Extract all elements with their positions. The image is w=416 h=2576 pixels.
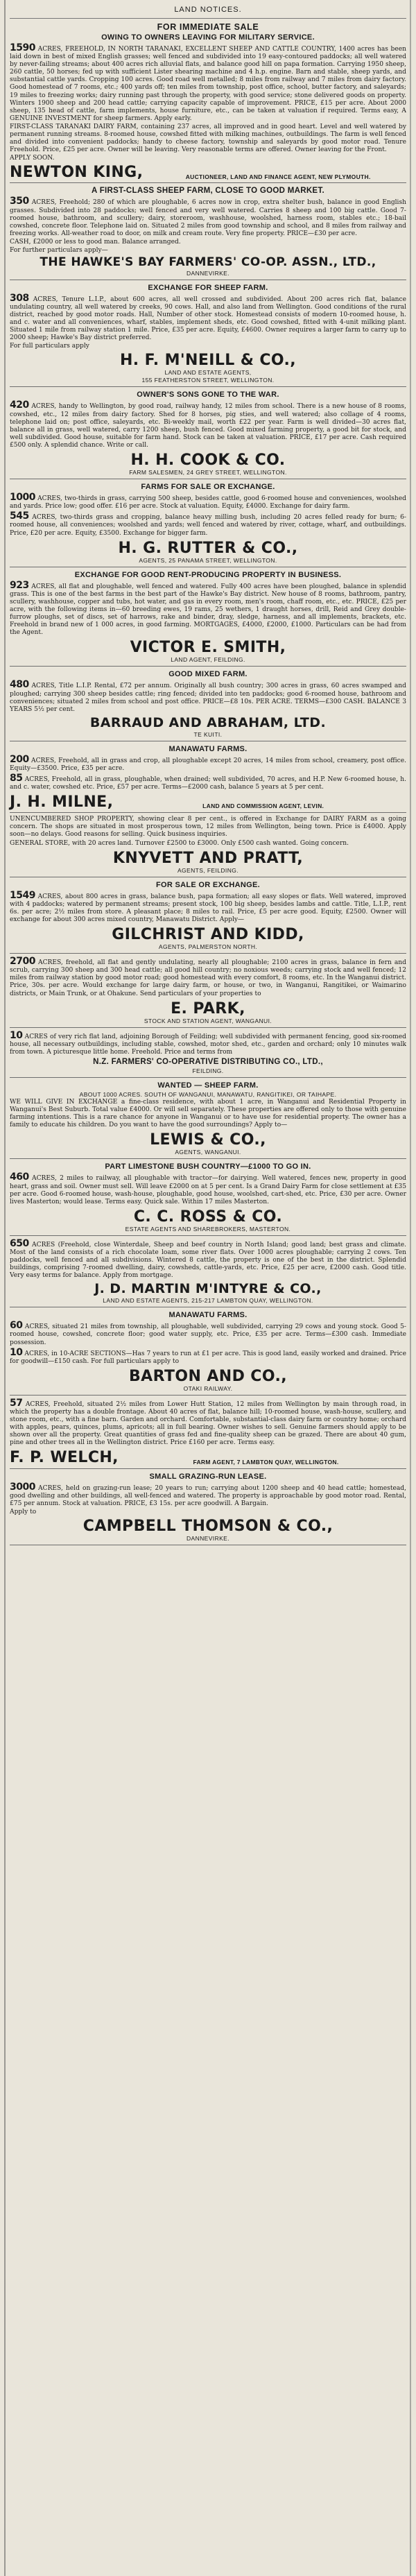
ad-body — [10, 1321, 406, 1346]
ad-victor-smith — [10, 567, 406, 667]
ad-body — [10, 492, 406, 510]
ad-text: ACRES, handy to Wellington, by good road, railway handy, 12 miles from school. There is a new house of 8 rooms, cowshed, etc., 12 miles from dairy factory. Shed for 8 horses, pig sties, and well watered; also collage of 4 rooms, telephone laid on; post office, saleyards, etc. Bi-weekly mail, worth £22 per year. Farm is well divided—30 acres flat, balance all in grass, well watered, carry 1200 sheep, bush fenced. Good mixed farming property, a good bit for stock, and well subdivided. Good house, suitable for farm hand. Stock can be taken at valuation. PRICE, £17 per acre. Cash required £500 only. A splendid chance. Write or call. — [10, 403, 406, 449]
acreage-number: 460 — [10, 1171, 29, 1183]
agent-location: AGENTS, WANGANUI. — [175, 1149, 241, 1156]
section-masthead: LAND NOTICES. — [10, 4, 406, 19]
ad-barraud — [10, 667, 406, 741]
ad-text: ACRES, Freehold, all in grass and crop, all ploughable except 20 acres, 14 miles from school, creamery, post office. Equity—£3500. Price, £35 per acre. — [10, 757, 406, 772]
ad-newton-king — [10, 19, 406, 183]
acreage-number: 308 — [10, 292, 29, 304]
agent-name: BARRAUD AND ABRAHAM, LTD. — [89, 714, 327, 730]
ad-body-2: FIRST-CLASS TARANAKI DAIRY FARM, containing 237 acres, all improved and in good heart. Level and well watered by permanent running streams. 8-roomed house, cowshed fitted with milking machines, outbuildings. The farm is well fenced and divided into convenient paddocks; handy to cheese factory, township and saleyards by good motor road. Tenure Freehold. Price, £25 per acre. Owner will be leaving. Very reasonable terms are offered. Owner leaving for the Front. — [10, 123, 406, 154]
acreage-number: 545 — [10, 510, 29, 522]
ad-body — [10, 680, 406, 713]
agent-details: AUCTIONEER, LAND AND FINANCE AGENT, NEW PLYMOUTH. — [185, 173, 371, 180]
ad-park — [10, 954, 406, 1028]
agent-address: AGENTS, 25 PANAMA STREET, WELLINGTON. — [139, 556, 277, 564]
agent-name: LEWIS & CO., — [150, 1131, 266, 1149]
agent-row — [10, 1450, 406, 1466]
ad-body — [10, 1482, 406, 1508]
agent-name: GILCHRIST AND KIDD, — [112, 926, 304, 944]
ad-subheading: OWING TO OWNERS LEAVING FOR MILITARY SERVICE. — [101, 33, 315, 42]
ad-body-2 — [10, 511, 406, 537]
agent-details: FARM AGENT, 7 LAMBTON QUAY, WELLINGTON. — [193, 1458, 339, 1466]
ad-text: ACRES, Freehold, situated 2½ miles from Lower Hutt Station, 12 miles from Wellington by main through road, in which the property has a double frontage. About 40 acres of flat, balance hill; 10-roomed house, wash-house, scullery, and stone room, etc., with a fine barn. Garden and orchard. Comfortable, substantial-class dairy farm or country home; orchard with apples, pears, quinces, plums, apricots; all in full bearing. Owner wishes to sell. Genuine farmers should apply to be shown over all the property. Great quantities of grass fed and fine-quality sheep can be grazed. There are about 40 gum, pine and other trees all in the Wellington district. Price £160 per acre. Terms easy. — [10, 1400, 406, 1447]
ad-body-2 — [10, 1348, 406, 1366]
acreage-number: 1000 — [10, 492, 35, 504]
agent-name: BARTON AND CO., — [129, 1367, 287, 1385]
agent-name: H. G. RUTTER & CO., — [118, 539, 298, 557]
acreage-number: 480 — [10, 679, 29, 691]
ad-text: ACRES, about 800 acres in grass, balance bush, papa formation; all easy slopes or flats. Well watered, improved with 4 paddocks; watered by permanent streams; present stock, 100 big sheep, besides lambs and cattle. Title, L.I.P., rent 6s. per acre; 2½ miles from store. A pleasant place; 8 miles to rail. Price, £5 per acre good. Equity, £2500. Owner will exchange for about 300 acres mixed country, Manawatu District. Apply— — [10, 893, 406, 923]
ad-heading: OWNER'S SONS GONE TO THE WAR. — [137, 390, 279, 400]
ad-heading: MANAWATU FARMS. — [168, 1311, 248, 1320]
agent-name: F. P. WELCH, — [10, 1449, 119, 1467]
ad-heading: EXCHANGE FOR SHEEP FARM. — [148, 283, 268, 292]
ad-rutter — [10, 479, 406, 567]
cash-note: CASH, £2000 or less to good man. Balance arranged. — [10, 238, 181, 246]
ad-nz-farmers — [10, 1028, 406, 1078]
ad-text: ACRES, 2 miles to railway, all ploughable with tractor—for dairying. Well watered, fences new, property in good heart, grass and soil. Owner must sell. Will leave £2000 on at 5 per cent. Is a Grand Dairy Farm for close settlement at £35 per acre. Good 6-roomed house, wash-house, ploughable, good house, woolshed, cart-shed, etc. Price, £30 per acre. Owner lives Masterton; would lease. Terms easy. Quick sale. Within 17 miles Masterton. — [10, 1175, 406, 1205]
agent-location: LAND AGENT, FEILDING. — [171, 656, 245, 664]
ad-text: ACRES, situated 21 miles from township, all ploughable, well subdivided, carrying 29 cows and young stock. Good 5-roomed house, cowshed, concrete floor; good water supply, etc. Price, £35 per acre. Terms—£300 cash. Immediate possession. — [10, 1323, 406, 1346]
ad-text: ACRES (Freehold, close Winterdale, Sheep and beef country in North Island; good land; best grass and climate. Most of the land consists of a rich chocolate loam, some river flats. Over 1000 acres ploughable; carrying 2 cows. Ten paddocks, well fenced and all subdivisions. Wintered 8 cattle, the property is one of the best in the district. Splendid buildings, comprising 7-roomed dwelling, dairy, cowsheds, cattle-yards, etc. Price, £25 per acre, £2000 cash. Good title. Very easy terms for balance. Apply from mortgage. — [10, 1241, 406, 1280]
ad-body — [10, 581, 406, 637]
acreage-number: 60 — [10, 1320, 23, 1332]
ad-body — [10, 293, 406, 343]
ad-text: ACRES, freehold, all flat and gently undulating, nearly all ploughable; 2100 acres in grass, balance in fern and scrub, carrying 300 sheep and 300 head cattle; all good hill country; no noxious weeds; carrying stock and well fenced; 12 miles from railway station by good motor road; good homestead with every comfort, 8 rooms, etc. In the Wanganui district. Price, 30s. per acre. Would exchange for large dairy farm, or house, or two, in Wanganui, Rangitikei, or Waimarino districts, or Main Trunk, or at Ohakune. Send particulars of your properties to — [10, 959, 406, 997]
agent-name: THE HAWKE'S BAY FARMERS' CO-OP. ASSN., LTD., — [40, 255, 376, 269]
ad-cook — [10, 387, 406, 479]
agent-name: E. PARK, — [171, 999, 245, 1017]
ad-heading: FARMS FOR SALE OR EXCHANGE. — [141, 483, 275, 492]
agent-name: KNYVETT AND PRATT, — [112, 849, 304, 867]
ad-text: ACRES, Title L.I.P. Rental, £72 per annum. Originally all bush country; 300 acres in grass, 60 acres swamped and ploughed; carrying 300 sheep besides cattle; ring fenced; divided into ten paddocks; good 6-roomed house, bathroom and conveniences; situated 2 miles from school and post office. PRICE—£8 10s. PER ACRE. TERMS—£300 CASH. BALANCE 3 YEARS 5½ per cent. — [10, 682, 406, 713]
ad-text: ACRES, Freehold; 280 of which are ploughable, 6 acres now in crop, extra shelter bush, balance in good English grasses. Subdivided into 28 paddocks; well fenced and very well watered. Carries 8 sheep and 100 big cattle. Good 7-roomed house, bathroom, and scullery; dairy, storeroom, washhouse, woolshed, harness room, stables etc.; 18-bail cowshed, concrete floor. Telephone laid on. Situated 2 miles from good township and school, and 8 miles from railway and freezing works. All-weather road to door, on milk and cream route. Very fine property. PRICE—£30 per acre. — [10, 199, 406, 237]
acreage-number: 10 — [10, 1029, 23, 1041]
ad-knyvett — [10, 813, 406, 877]
ad-text: ACRES of very rich flat land, adjoining Borough of Feilding; well subdivided with permanent fencing, good six-roomed house, all necessary outbuildings, including stable, cowshed, motor shed, etc., garden and orchard; only 10 minutes walk from town. A picturesque little home. Freehold. Price and terms from — [10, 1033, 406, 1056]
agent-name: NEWTON KING, — [10, 164, 144, 182]
agent-address: AGENTS, PALMERSTON NORTH. — [158, 943, 258, 951]
ad-text: ACRES, Tenure L.I.P., about 600 acres, all well crossed and subdivided. About 200 acres rich flat, balance undulating country, all well watered by creeks, 90 cows. Hall, and also land from Wellington. Good conditions of the rural district, reached by good motor roads. Hall, Number of other stock. Homestead consists of modern 10-roomed house, h. and c. water and all conveniences, wharf, stables, implement sheds, etc. Good cowshed, fitted with 4-unit milking plant. Situated 1 mile from railway station 1 mile. Price, £35 per acre. Equity, £4600. Owner requires a larger farm to carry up to 2000 sheep; Hawke's Bay district preferred. — [10, 295, 406, 342]
agent-name: N.Z. FARMERS' CO-OPERATIVE DISTRIBUTING CO., LTD., — [93, 1058, 323, 1066]
ad-body — [10, 891, 406, 924]
acreage-number: 1549 — [10, 889, 35, 901]
ad-text: ACRES, two-thirds in grass, carrying 500 sheep, besides cattle, good 6-roomed house and conveniences, woolshed and yards. Price low; good offer. £16 per acre. Stock at valuation. Equity, £4000. Exchange for dairy farm. — [10, 495, 406, 510]
further-note: For further particulars apply— — [10, 246, 108, 254]
ad-barton — [10, 1307, 406, 1396]
ad-lewis — [10, 1078, 406, 1159]
agent-address: FARM SALESMEN, 24 GREY STREET, WELLINGTON. — [129, 469, 287, 476]
ad-body — [10, 956, 406, 997]
agent-address: ESTATE AGENTS AND SHAREBROKERS, MASTERTON. — [125, 1225, 291, 1233]
agent-location: DANNEVIRKE. — [186, 1534, 230, 1542]
ad-body — [10, 400, 406, 449]
agent-location: AGENTS, FEILDING. — [177, 866, 239, 874]
agent-address: LAND AND ESTATE AGENTS, 215-217 LAMBTON QUAY, WELLINGTON. — [103, 1297, 313, 1305]
ad-body — [10, 1172, 406, 1205]
acreage-number: 57 — [10, 1397, 23, 1409]
ad-welch — [10, 1396, 406, 1469]
acreage-number: 1590 — [10, 42, 35, 53]
ad-ross — [10, 1159, 406, 1235]
ad-heading: WANTED — SHEEP FARM. — [157, 1081, 259, 1090]
agent-name: C. C. ROSS & CO. — [133, 1208, 283, 1226]
agent-name: J. D. MARTIN M'INTYRE & CO., — [94, 1281, 322, 1297]
ad-hawkes-bay — [10, 183, 406, 280]
ad-text: ACRES, two-thirds grass and cropping, balance heavy milling bush, including 20 acres felled ready for burn; 6-roomed house, all conveniences; woolshed and yards; well fenced and watered by river, cottage, wharf, and outbuildings. Price, £20 per acre. Equity, £3500. Exchange for bigger farm. — [10, 514, 406, 537]
ad-heading: GOOD MIXED FARM. — [168, 670, 248, 679]
acreage-number: 200 — [10, 753, 29, 765]
agent-details: LAND AND COMMISSION AGENT, LEVIN. — [202, 802, 324, 810]
ad-body-2: GENERAL STORE, with 20 acres land. Turnover £2500 to £3000. Only £500 cash wanted. Going concern. — [10, 839, 349, 847]
ad-heading: SMALL GRAZING-RUN LEASE. — [149, 1472, 267, 1481]
ad-heading: FOR SALE OR EXCHANGE. — [156, 880, 260, 889]
acreage-number: 3000 — [10, 1481, 35, 1493]
agent-location: TE KUITI. — [193, 730, 223, 738]
ad-heading: EXCHANGE FOR GOOD RENT-PRODUCING PROPERTY IN BUSINESS. — [74, 570, 342, 579]
acreage-number: 2700 — [10, 956, 35, 968]
ad-body — [10, 1398, 406, 1448]
ad-body — [10, 43, 406, 123]
agent-address: 155 FEATHERSTON STREET, WELLINGTON. — [141, 377, 275, 384]
agent-name: CAMPBELL THOMSON & CO., — [83, 1517, 333, 1535]
ad-martin-mintyre — [10, 1236, 406, 1307]
further-note: For full particulars apply — [10, 343, 89, 350]
agent-location: DANNEVIRKE. — [186, 269, 230, 277]
ad-body — [10, 1031, 406, 1056]
ad-text: ACRES, FREEHOLD, IN NORTH TARANAKI, EXCELLENT SHEEP AND CATTLE COUNTRY, 1400 acres has been laid down in best of mixed English grasses; well fenced and subdivided into 19 easy-contoured paddocks; all well watered by never-failing streams; about 400 acres rich alluvial flats, and balance good hill on papa formation. Carrying 1950 sheep, 260 cattle, 50 horses; fed up with sufficient Lister shearing machine and 4 h.p. engine. Barn and stable, sheep yards, and substantial cattle yards. Cropping 100 acres. Good road well metalled; 8 miles from railway and 7 miles from dairy factory. Good homestead of 7 rooms, etc.; 400 yards off; ten miles from township, post office, school, butter factory, and saleyards; 19 miles to freezing works; dairy running past through the property, with good service; stone delivered goods on property. Winters 1900 sheep and 200 head cattle; carrying capacity capable of improvement. PRICE, £15 per acre. About 2000 sheep, 135 head of cattle, farm implements, house furniture, etc., can be taken at valuation if required. Terms easy, A GENUINE INVESTMENT for sheep farmers. Apply early. — [10, 46, 406, 122]
agent-row — [10, 164, 406, 180]
ad-body-2 — [10, 773, 406, 791]
agent-name: H. H. COOK & CO. — [130, 452, 286, 470]
ad-body — [10, 1239, 406, 1280]
agent-sub: LAND AND ESTATE AGENTS, — [164, 369, 252, 377]
ad-text: ACRES, Freehold, all in grass, ploughable, when drained; well subdivided, 70 acres, and H.P. New 6-roomed house, h. and c. water, cowshed etc. Price, £57 per acre. Terms—£2000 cash, balance 5 years at 5 per cent. — [10, 775, 406, 791]
ad-body: UNENCUMBERED SHOP PROPERTY, showing clear 8 per cent., is offered in Exchange for DAIRY FARM as a going concern. The shops are situated in most prosperous town, 12 miles from Wellington, being town. Price is £4000. Apply soon—no delays. Good reasons for selling. Quick business inquiries. — [10, 816, 406, 839]
agent-location: FEILDING. — [192, 1067, 224, 1074]
apply-note: Apply to — [10, 1508, 37, 1515]
ad-heading: PART LIMESTONE BUSH COUNTRY—£1000 TO GO IN. — [105, 1162, 311, 1171]
acreage-number: 420 — [10, 400, 29, 411]
acreage-number: 650 — [10, 1237, 29, 1249]
ad-milne — [10, 741, 406, 813]
ad-campbell-thomson — [10, 1469, 406, 1545]
ad-body — [10, 755, 406, 773]
ad-text: ACRES, all flat and ploughable, well fenced and watered. Fully 400 acres have been ploughed, balance in splendid grass. This is one of the best farms in the best part of the Hawke's Bay district. New house of 8 rooms, bathroom, pantry, scullery, washhouse, copper and tubs, hot water, and gas in every room, men's room, chaff room, etc., etc. PRICE, £25 per acre, with the following items in—60 breeding ewes, 19 rams, 25 wethers, 1 draught horses, drill, Reid and Grey double-furrow ploughs, set of discs, set of harrows, rake and binder, dray, sledge, harness, and all implements, brackets, etc. Freehold in brand new of 1 000 acres, in good farming. MORTGAGES, £4000, £2000, £1000. Particulars can be had from the Agent. — [10, 583, 406, 637]
ad-text: ACRES, in 10-ACRE SECTIONS—Has 7 years to run at £1 per acre. This is good land, easily worked and drained. Price for goodwill—£150 cash. For full particulars apply to — [10, 1350, 406, 1365]
acreage-number: 350 — [10, 196, 29, 207]
agent-location: STOCK AND STATION AGENT, WANGANUI. — [144, 1017, 272, 1024]
acreage-number: 923 — [10, 579, 29, 591]
agent-name: H. F. M'NEILL & CO., — [119, 352, 297, 370]
acreage-number: 85 — [10, 772, 23, 784]
agent-name: VICTOR E. SMITH, — [130, 639, 286, 657]
ad-lead: ABOUT 1000 ACRES. SOUTH OF WANGANUI, MANAWATU, RANGITIKEI, OR TAIHAPE. — [79, 1091, 337, 1098]
agent-row — [10, 794, 406, 810]
apply-note: APPLY SOON. — [10, 155, 55, 162]
ad-text: ACRES, held on grazing-run lease; 20 years to run; carrying about 1200 sheep and 40 head cattle; homestead, good dwelling and other buildings, all well-fenced and watered. The property is approachable by good motor road. Rental, £75 per annum. Stock at valuation. PRICE, £3 15s. per acre goodwill. A Bargain. — [10, 1484, 406, 1507]
ad-gilchrist — [10, 877, 406, 954]
ad-body — [10, 196, 406, 237]
ad-heading: MANAWATU FARMS. — [168, 744, 248, 753]
ad-mneill — [10, 280, 406, 388]
ad-heading: A FIRST-CLASS SHEEP FARM, CLOSE TO GOOD MARKET. — [92, 187, 324, 196]
ad-body: WE WILL GIVE IN EXCHANGE a fine-class residence, with about 1 acre, in Wanganui and Residential Property in Wanganui's Best Suburb. Total value £4000. Or will sell separately. These properties are offered only to those with genuine farming intentions. This is a rare chance for anyone in Wanganui or to have use for residential property. The owner has a family to educate his children. Do you want to have the good surroundings? Apply to— — [10, 1099, 406, 1129]
agent-location: OTAKI RAILWAY. — [183, 1384, 233, 1392]
agent-name: J. H. MILNE, — [10, 793, 114, 812]
acreage-number: 10 — [10, 1346, 23, 1358]
ad-heading: FOR IMMEDIATE SALE — [157, 22, 259, 32]
